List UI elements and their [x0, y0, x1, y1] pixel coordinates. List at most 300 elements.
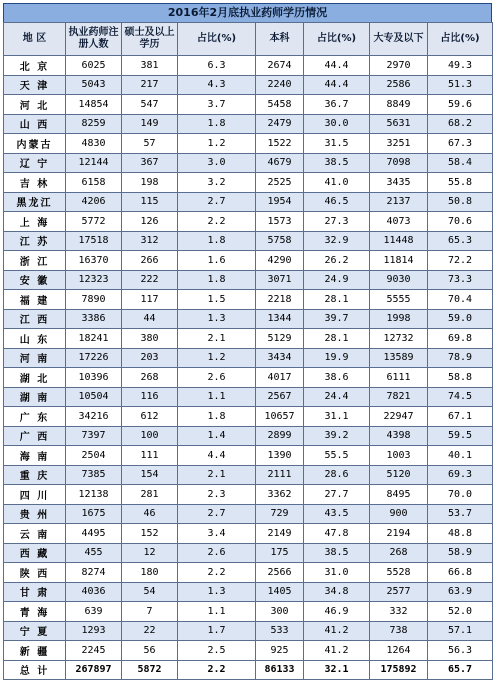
cell-region: 海 南: [4, 446, 66, 466]
cell-master-pct: 1.5: [178, 290, 256, 310]
cell-college: 900: [370, 504, 428, 524]
cell-bachelor: 86133: [256, 660, 304, 680]
cell-master-pct: 2.3: [178, 485, 256, 505]
cell-master-pct: 2.1: [178, 465, 256, 485]
cell-college: 1264: [370, 641, 428, 661]
cell-registered: 4830: [66, 134, 122, 154]
cell-master-pct: 4.4: [178, 446, 256, 466]
cell-college: 7821: [370, 387, 428, 407]
cell-master-pct: 1.8: [178, 231, 256, 251]
cell-region: 湖 南: [4, 387, 66, 407]
cell-registered: 4206: [66, 192, 122, 212]
cell-master-pct: 4.3: [178, 75, 256, 95]
cell-region: 北 京: [4, 56, 66, 76]
cell-master: 100: [122, 426, 178, 446]
cell-region: 广 西: [4, 426, 66, 446]
cell-bachelor-pct: 31.1: [304, 407, 370, 427]
cell-master: 180: [122, 563, 178, 583]
cell-master-pct: 3.4: [178, 524, 256, 544]
cell-master: 152: [122, 524, 178, 544]
cell-bachelor: 10657: [256, 407, 304, 427]
cell-bachelor: 5129: [256, 329, 304, 349]
cell-college-pct: 58.8: [428, 368, 493, 388]
cell-bachelor: 3362: [256, 485, 304, 505]
cell-master-pct: 3.0: [178, 153, 256, 173]
table-row: [4, 231, 493, 251]
cell-master: 281: [122, 485, 178, 505]
cell-college: 4398: [370, 426, 428, 446]
header-registered: 执业药师注册人数: [66, 23, 122, 56]
cell-college-pct: 70.0: [428, 485, 493, 505]
cell-college: 9030: [370, 270, 428, 290]
cell-bachelor-pct: 38.5: [304, 543, 370, 563]
table-row: [4, 173, 493, 193]
cell-college: 4073: [370, 212, 428, 232]
cell-region: 江 西: [4, 309, 66, 329]
cell-bachelor-pct: 32.1: [304, 660, 370, 680]
cell-registered: 6158: [66, 173, 122, 193]
cell-region: 上 海: [4, 212, 66, 232]
cell-bachelor-pct: 38.6: [304, 368, 370, 388]
cell-college: 738: [370, 621, 428, 641]
cell-master: 126: [122, 212, 178, 232]
cell-registered: 12144: [66, 153, 122, 173]
table-row: [4, 134, 493, 154]
cell-region: 福 建: [4, 290, 66, 310]
header-college-pct: 占比(%): [428, 23, 493, 56]
header-master-pct: 占比(%): [178, 23, 256, 56]
cell-college: 6111: [370, 368, 428, 388]
cell-region: 四 川: [4, 485, 66, 505]
cell-college: 175892: [370, 660, 428, 680]
table-row: [4, 426, 493, 446]
cell-bachelor-pct: 43.5: [304, 504, 370, 524]
table-row: [4, 602, 493, 622]
cell-region: 西 藏: [4, 543, 66, 563]
cell-college: 2970: [370, 56, 428, 76]
cell-bachelor-pct: 41.0: [304, 173, 370, 193]
cell-bachelor-pct: 34.8: [304, 582, 370, 602]
cell-registered: 6025: [66, 56, 122, 76]
cell-registered: 1675: [66, 504, 122, 524]
cell-bachelor-pct: 38.5: [304, 153, 370, 173]
cell-college-pct: 58.4: [428, 153, 493, 173]
cell-region: 云 南: [4, 524, 66, 544]
cell-bachelor: 2674: [256, 56, 304, 76]
cell-master: 22: [122, 621, 178, 641]
cell-bachelor-pct: 24.9: [304, 270, 370, 290]
header-region: 地 区: [4, 23, 66, 56]
cell-master: 149: [122, 114, 178, 134]
cell-registered: 3386: [66, 309, 122, 329]
header-row: [4, 23, 493, 56]
cell-bachelor: 2566: [256, 563, 304, 583]
cell-region: 总 计: [4, 660, 66, 680]
cell-bachelor-pct: 31.5: [304, 134, 370, 154]
cell-region: 广 东: [4, 407, 66, 427]
cell-region: 河 北: [4, 95, 66, 115]
cell-region: 浙 江: [4, 251, 66, 271]
cell-region: 甘 肃: [4, 582, 66, 602]
cell-registered: 12138: [66, 485, 122, 505]
header-college: 大专及以下: [370, 23, 428, 56]
cell-college: 13589: [370, 348, 428, 368]
table-body: [4, 56, 493, 680]
cell-college-pct: 72.2: [428, 251, 493, 271]
cell-bachelor: 1573: [256, 212, 304, 232]
cell-master-pct: 1.8: [178, 114, 256, 134]
cell-bachelor: 4290: [256, 251, 304, 271]
cell-master-pct: 1.1: [178, 387, 256, 407]
cell-bachelor-pct: 39.7: [304, 309, 370, 329]
cell-region: 重 庆: [4, 465, 66, 485]
cell-master-pct: 2.5: [178, 641, 256, 661]
cell-master: 56: [122, 641, 178, 661]
cell-master: 266: [122, 251, 178, 271]
table-row: [4, 192, 493, 212]
cell-registered: 10504: [66, 387, 122, 407]
cell-registered: 5772: [66, 212, 122, 232]
cell-registered: 17518: [66, 231, 122, 251]
cell-master-pct: 2.1: [178, 329, 256, 349]
cell-master: 116: [122, 387, 178, 407]
cell-bachelor: 1405: [256, 582, 304, 602]
table-row: [4, 290, 493, 310]
cell-registered: 7397: [66, 426, 122, 446]
table-row: [4, 153, 493, 173]
cell-bachelor-pct: 46.9: [304, 602, 370, 622]
cell-college-pct: 52.0: [428, 602, 493, 622]
cell-college-pct: 68.2: [428, 114, 493, 134]
cell-master-pct: 1.3: [178, 582, 256, 602]
cell-master: 203: [122, 348, 178, 368]
cell-registered: 639: [66, 602, 122, 622]
cell-bachelor-pct: 28.6: [304, 465, 370, 485]
cell-region: 江 苏: [4, 231, 66, 251]
table-row: [4, 387, 493, 407]
cell-bachelor: 2218: [256, 290, 304, 310]
table-row: [4, 465, 493, 485]
cell-registered: 7890: [66, 290, 122, 310]
cell-bachelor-pct: 28.1: [304, 329, 370, 349]
cell-college-pct: 48.8: [428, 524, 493, 544]
cell-master-pct: 2.2: [178, 563, 256, 583]
cell-master-pct: 1.8: [178, 270, 256, 290]
cell-bachelor: 1344: [256, 309, 304, 329]
table-row: [4, 543, 493, 563]
cell-college-pct: 59.6: [428, 95, 493, 115]
cell-master-pct: 1.1: [178, 602, 256, 622]
cell-bachelor-pct: 27.3: [304, 212, 370, 232]
cell-bachelor-pct: 27.7: [304, 485, 370, 505]
cell-master: 5872: [122, 660, 178, 680]
cell-bachelor: 2899: [256, 426, 304, 446]
cell-college-pct: 69.8: [428, 329, 493, 349]
cell-master-pct: 2.2: [178, 660, 256, 680]
cell-college-pct: 78.9: [428, 348, 493, 368]
table-row: [4, 251, 493, 271]
table-row: [4, 485, 493, 505]
cell-college: 22947: [370, 407, 428, 427]
cell-master: 380: [122, 329, 178, 349]
cell-region: 黑龙江: [4, 192, 66, 212]
cell-college: 5120: [370, 465, 428, 485]
cell-bachelor-pct: 31.0: [304, 563, 370, 583]
cell-master: 154: [122, 465, 178, 485]
cell-bachelor: 2567: [256, 387, 304, 407]
table-row: [4, 114, 493, 134]
cell-region: 山 西: [4, 114, 66, 134]
cell-bachelor: 3434: [256, 348, 304, 368]
table-title: 2016年2月底执业药师学历情况: [3, 3, 492, 22]
cell-master-pct: 1.3: [178, 309, 256, 329]
cell-college-pct: 59.0: [428, 309, 493, 329]
cell-master: 111: [122, 446, 178, 466]
cell-college-pct: 55.8: [428, 173, 493, 193]
table-row: [4, 368, 493, 388]
cell-bachelor: 2149: [256, 524, 304, 544]
header-bachelor-pct: 占比(%): [304, 23, 370, 56]
cell-master: 312: [122, 231, 178, 251]
cell-college-pct: 74.5: [428, 387, 493, 407]
cell-bachelor-pct: 44.4: [304, 75, 370, 95]
cell-region: 山 东: [4, 329, 66, 349]
cell-bachelor-pct: 24.4: [304, 387, 370, 407]
cell-registered: 267897: [66, 660, 122, 680]
cell-college: 1003: [370, 446, 428, 466]
cell-master: 115: [122, 192, 178, 212]
cell-bachelor: 2240: [256, 75, 304, 95]
cell-bachelor: 1390: [256, 446, 304, 466]
cell-college: 5631: [370, 114, 428, 134]
cell-college-pct: 53.7: [428, 504, 493, 524]
cell-master-pct: 1.6: [178, 251, 256, 271]
table-row: [4, 621, 493, 641]
cell-registered: 455: [66, 543, 122, 563]
cell-master-pct: 2.6: [178, 543, 256, 563]
cell-registered: 4495: [66, 524, 122, 544]
cell-region: 宁 夏: [4, 621, 66, 641]
cell-college: 332: [370, 602, 428, 622]
cell-college-pct: 59.5: [428, 426, 493, 446]
table-row: [4, 407, 493, 427]
cell-master: 198: [122, 173, 178, 193]
cell-bachelor-pct: 32.9: [304, 231, 370, 251]
cell-college: 8495: [370, 485, 428, 505]
cell-college-pct: 67.3: [428, 134, 493, 154]
cell-bachelor: 5758: [256, 231, 304, 251]
cell-college-pct: 65.3: [428, 231, 493, 251]
table-row: [4, 212, 493, 232]
cell-college-pct: 49.3: [428, 56, 493, 76]
table-row: [4, 95, 493, 115]
cell-bachelor-pct: 26.2: [304, 251, 370, 271]
cell-bachelor: 729: [256, 504, 304, 524]
cell-master-pct: 1.2: [178, 134, 256, 154]
cell-bachelor-pct: 36.7: [304, 95, 370, 115]
header-bachelor: 本科: [256, 23, 304, 56]
cell-bachelor: 2525: [256, 173, 304, 193]
cell-registered: 10396: [66, 368, 122, 388]
cell-college: 268: [370, 543, 428, 563]
cell-region: 河 南: [4, 348, 66, 368]
cell-region: 天 津: [4, 75, 66, 95]
cell-college: 2586: [370, 75, 428, 95]
cell-college: 5528: [370, 563, 428, 583]
cell-region: 吉 林: [4, 173, 66, 193]
table-row: [4, 270, 493, 290]
cell-college: 11814: [370, 251, 428, 271]
cell-master-pct: 1.8: [178, 407, 256, 427]
cell-master: 268: [122, 368, 178, 388]
cell-region: 贵 州: [4, 504, 66, 524]
cell-college-pct: 67.1: [428, 407, 493, 427]
cell-bachelor: 533: [256, 621, 304, 641]
cell-master-pct: 2.7: [178, 192, 256, 212]
cell-registered: 2504: [66, 446, 122, 466]
cell-registered: 8259: [66, 114, 122, 134]
cell-bachelor: 4017: [256, 368, 304, 388]
cell-region: 辽 宁: [4, 153, 66, 173]
cell-bachelor: 1522: [256, 134, 304, 154]
cell-bachelor-pct: 55.5: [304, 446, 370, 466]
cell-college-pct: 66.8: [428, 563, 493, 583]
cell-registered: 16370: [66, 251, 122, 271]
cell-college-pct: 58.9: [428, 543, 493, 563]
cell-master: 57: [122, 134, 178, 154]
cell-college-pct: 50.8: [428, 192, 493, 212]
cell-registered: 4036: [66, 582, 122, 602]
cell-master: 54: [122, 582, 178, 602]
cell-registered: 14854: [66, 95, 122, 115]
cell-master: 381: [122, 56, 178, 76]
table-row: [4, 641, 493, 661]
table-row: [4, 348, 493, 368]
cell-college: 3251: [370, 134, 428, 154]
cell-college-pct: 57.1: [428, 621, 493, 641]
table-row: [4, 524, 493, 544]
cell-region: 安 徽: [4, 270, 66, 290]
cell-master: 217: [122, 75, 178, 95]
cell-registered: 17226: [66, 348, 122, 368]
cell-bachelor-pct: 46.5: [304, 192, 370, 212]
cell-master-pct: 3.2: [178, 173, 256, 193]
cell-bachelor-pct: 39.2: [304, 426, 370, 446]
cell-bachelor: 1954: [256, 192, 304, 212]
cell-master: 44: [122, 309, 178, 329]
cell-master: 12: [122, 543, 178, 563]
cell-college: 7098: [370, 153, 428, 173]
cell-college: 2137: [370, 192, 428, 212]
cell-master: 117: [122, 290, 178, 310]
cell-bachelor-pct: 44.4: [304, 56, 370, 76]
table-row: [4, 56, 493, 76]
cell-college-pct: 70.6: [428, 212, 493, 232]
cell-college: 2194: [370, 524, 428, 544]
table-row: [4, 309, 493, 329]
cell-bachelor-pct: 47.8: [304, 524, 370, 544]
cell-college: 3435: [370, 173, 428, 193]
cell-registered: 5043: [66, 75, 122, 95]
header-master: 硕士及以上学历: [122, 23, 178, 56]
cell-master: 7: [122, 602, 178, 622]
cell-master-pct: 2.6: [178, 368, 256, 388]
cell-bachelor-pct: 19.9: [304, 348, 370, 368]
cell-master-pct: 2.7: [178, 504, 256, 524]
cell-college-pct: 63.9: [428, 582, 493, 602]
cell-college: 1998: [370, 309, 428, 329]
cell-region: 新 疆: [4, 641, 66, 661]
cell-master: 367: [122, 153, 178, 173]
cell-region: 内蒙古: [4, 134, 66, 154]
cell-registered: 2245: [66, 641, 122, 661]
table-row: [4, 582, 493, 602]
cell-master: 222: [122, 270, 178, 290]
cell-master: 547: [122, 95, 178, 115]
cell-bachelor: 3071: [256, 270, 304, 290]
cell-college-pct: 73.3: [428, 270, 493, 290]
cell-bachelor: 925: [256, 641, 304, 661]
cell-registered: 18241: [66, 329, 122, 349]
education-table: [3, 22, 493, 680]
table-row: [4, 563, 493, 583]
cell-master-pct: 1.7: [178, 621, 256, 641]
cell-region: 陕 西: [4, 563, 66, 583]
cell-bachelor: 2479: [256, 114, 304, 134]
cell-master-pct: 1.2: [178, 348, 256, 368]
cell-registered: 1293: [66, 621, 122, 641]
cell-college-pct: 70.4: [428, 290, 493, 310]
cell-registered: 8274: [66, 563, 122, 583]
cell-region: 青 海: [4, 602, 66, 622]
cell-college-pct: 51.3: [428, 75, 493, 95]
table-row: [4, 75, 493, 95]
cell-master: 612: [122, 407, 178, 427]
cell-master-pct: 1.4: [178, 426, 256, 446]
table-row: [4, 329, 493, 349]
table-row: [4, 504, 493, 524]
cell-bachelor: 2111: [256, 465, 304, 485]
cell-bachelor-pct: 41.2: [304, 641, 370, 661]
cell-bachelor-pct: 30.0: [304, 114, 370, 134]
cell-bachelor: 5458: [256, 95, 304, 115]
cell-region: 湖 北: [4, 368, 66, 388]
cell-master-pct: 6.3: [178, 56, 256, 76]
total-row: [4, 660, 493, 680]
cell-master: 46: [122, 504, 178, 524]
cell-bachelor-pct: 41.2: [304, 621, 370, 641]
table-container: [3, 3, 492, 680]
cell-college-pct: 40.1: [428, 446, 493, 466]
cell-college-pct: 69.3: [428, 465, 493, 485]
cell-bachelor-pct: 28.1: [304, 290, 370, 310]
cell-registered: 34216: [66, 407, 122, 427]
cell-bachelor: 175: [256, 543, 304, 563]
cell-bachelor: 4679: [256, 153, 304, 173]
cell-college: 8849: [370, 95, 428, 115]
cell-college: 2577: [370, 582, 428, 602]
cell-college: 5555: [370, 290, 428, 310]
cell-master-pct: 3.7: [178, 95, 256, 115]
cell-registered: 12323: [66, 270, 122, 290]
cell-master-pct: 2.2: [178, 212, 256, 232]
cell-college-pct: 65.7: [428, 660, 493, 680]
cell-college: 11448: [370, 231, 428, 251]
cell-college: 12732: [370, 329, 428, 349]
table-row: [4, 446, 493, 466]
cell-college-pct: 56.3: [428, 641, 493, 661]
cell-bachelor: 300: [256, 602, 304, 622]
